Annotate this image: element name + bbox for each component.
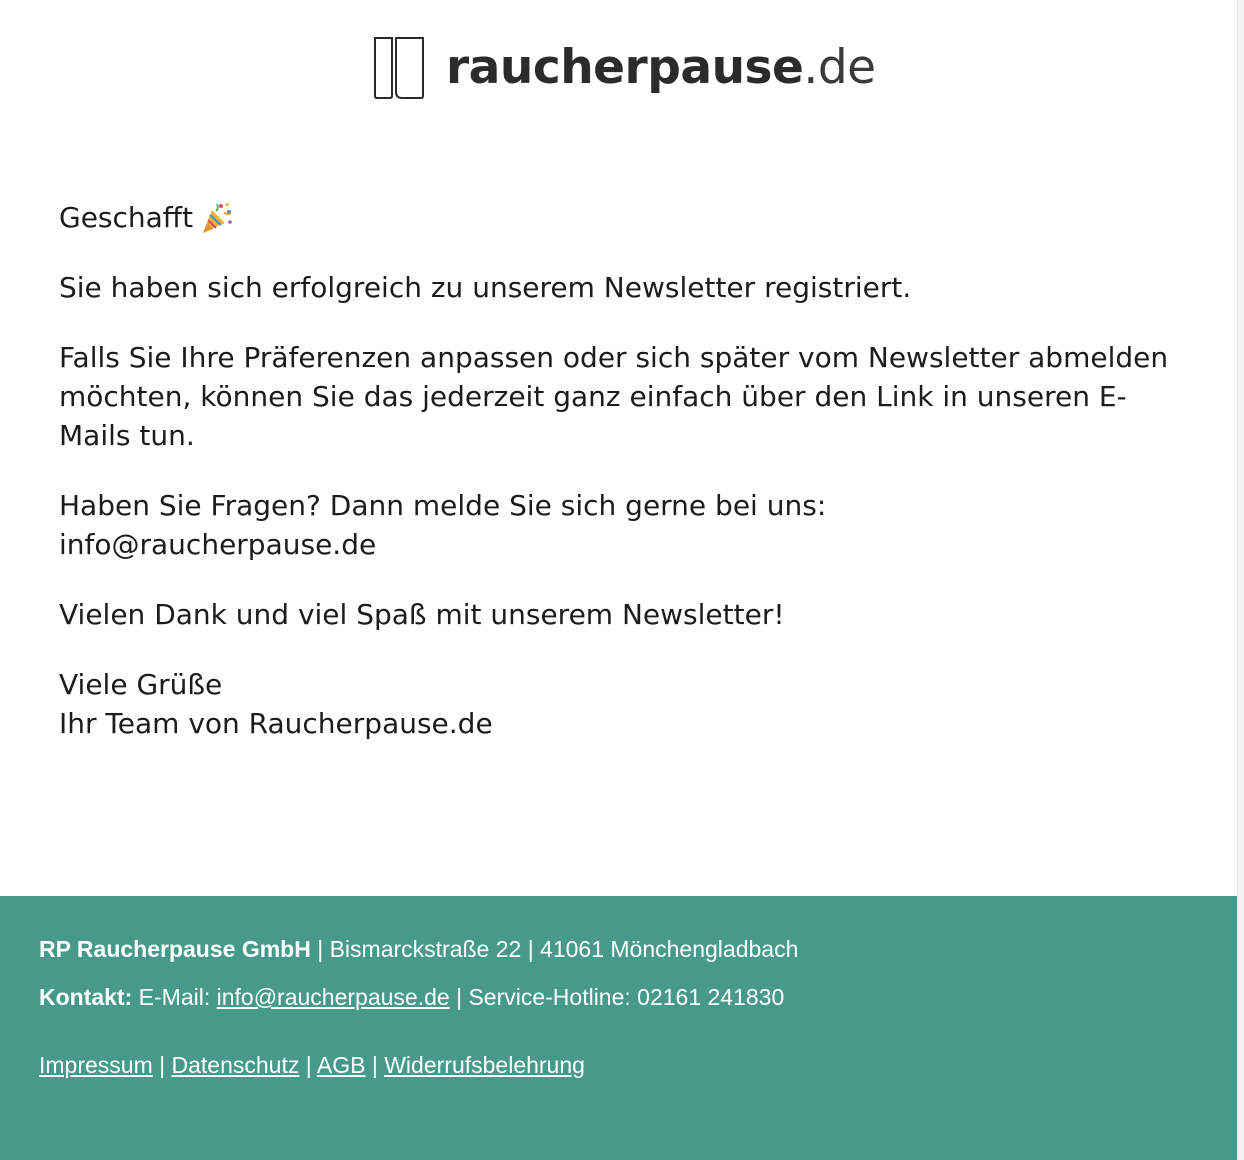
footer-separator: |	[299, 1052, 317, 1078]
preferences-paragraph: Falls Sie Ihre Präferenzen anpassen oder sich später vom Newsletter abmelden möchten, können Sie das jederzeit ganz einfach über den Link in unseren E-Mails tun.	[59, 341, 1169, 452]
footer-email-label: E-Mail:	[132, 984, 217, 1010]
footer-separator: |	[152, 1052, 172, 1078]
party-popper-icon	[199, 200, 235, 236]
logo-brand: raucherpause	[446, 40, 804, 95]
window-edge	[1237, 0, 1244, 1160]
widerrufsbelehrung-link[interactable]: Widerrufsbelehrung	[384, 1052, 585, 1078]
questions-text: Haben Sie Fragen? Dann melde Sie sich gerne bei uns:	[59, 489, 827, 522]
footer-contact-label: Kontakt:	[39, 984, 133, 1010]
questions-paragraph	[59, 486, 1179, 564]
confirmation-paragraph: Sie haben sich erfolgreich zu unserem Newsletter registriert.	[59, 271, 912, 304]
site-logo[interactable]	[372, 36, 876, 100]
logo-wordmark	[446, 36, 876, 100]
datenschutz-link[interactable]: Datenschutz	[171, 1052, 300, 1078]
message-body	[59, 198, 1179, 774]
signoff-greeting: Viele Grüße	[59, 668, 223, 701]
signoff-team: Ihr Team von Raucherpause.de	[59, 707, 493, 740]
logo-tld: .de	[803, 40, 876, 95]
footer-address-line	[39, 934, 798, 964]
footer-company-name: RP Raucherpause GmbH	[39, 936, 311, 962]
cigarette-pack-icon	[372, 36, 426, 100]
agb-link[interactable]: AGB	[316, 1052, 366, 1078]
contact-email-text: info@raucherpause.de	[59, 528, 377, 561]
footer-contact-line	[39, 982, 784, 1012]
impressum-link[interactable]: Impressum	[39, 1052, 153, 1078]
signoff	[59, 665, 1179, 743]
footer-hotline: | Service-Hotline: 02161 241830	[449, 984, 785, 1010]
thanks-paragraph: Vielen Dank und viel Spaß mit unserem Newsletter!	[59, 598, 785, 631]
footer-address: | Bismarckstraße 22 | 41061 Mönchengladbach	[310, 936, 799, 962]
greeting-heading	[59, 198, 1179, 237]
footer-legal-links	[39, 1050, 585, 1080]
footer-email-link[interactable]: info@raucherpause.de	[216, 984, 450, 1010]
greeting-text: Geschafft	[59, 201, 194, 234]
footer-separator: |	[365, 1052, 385, 1078]
